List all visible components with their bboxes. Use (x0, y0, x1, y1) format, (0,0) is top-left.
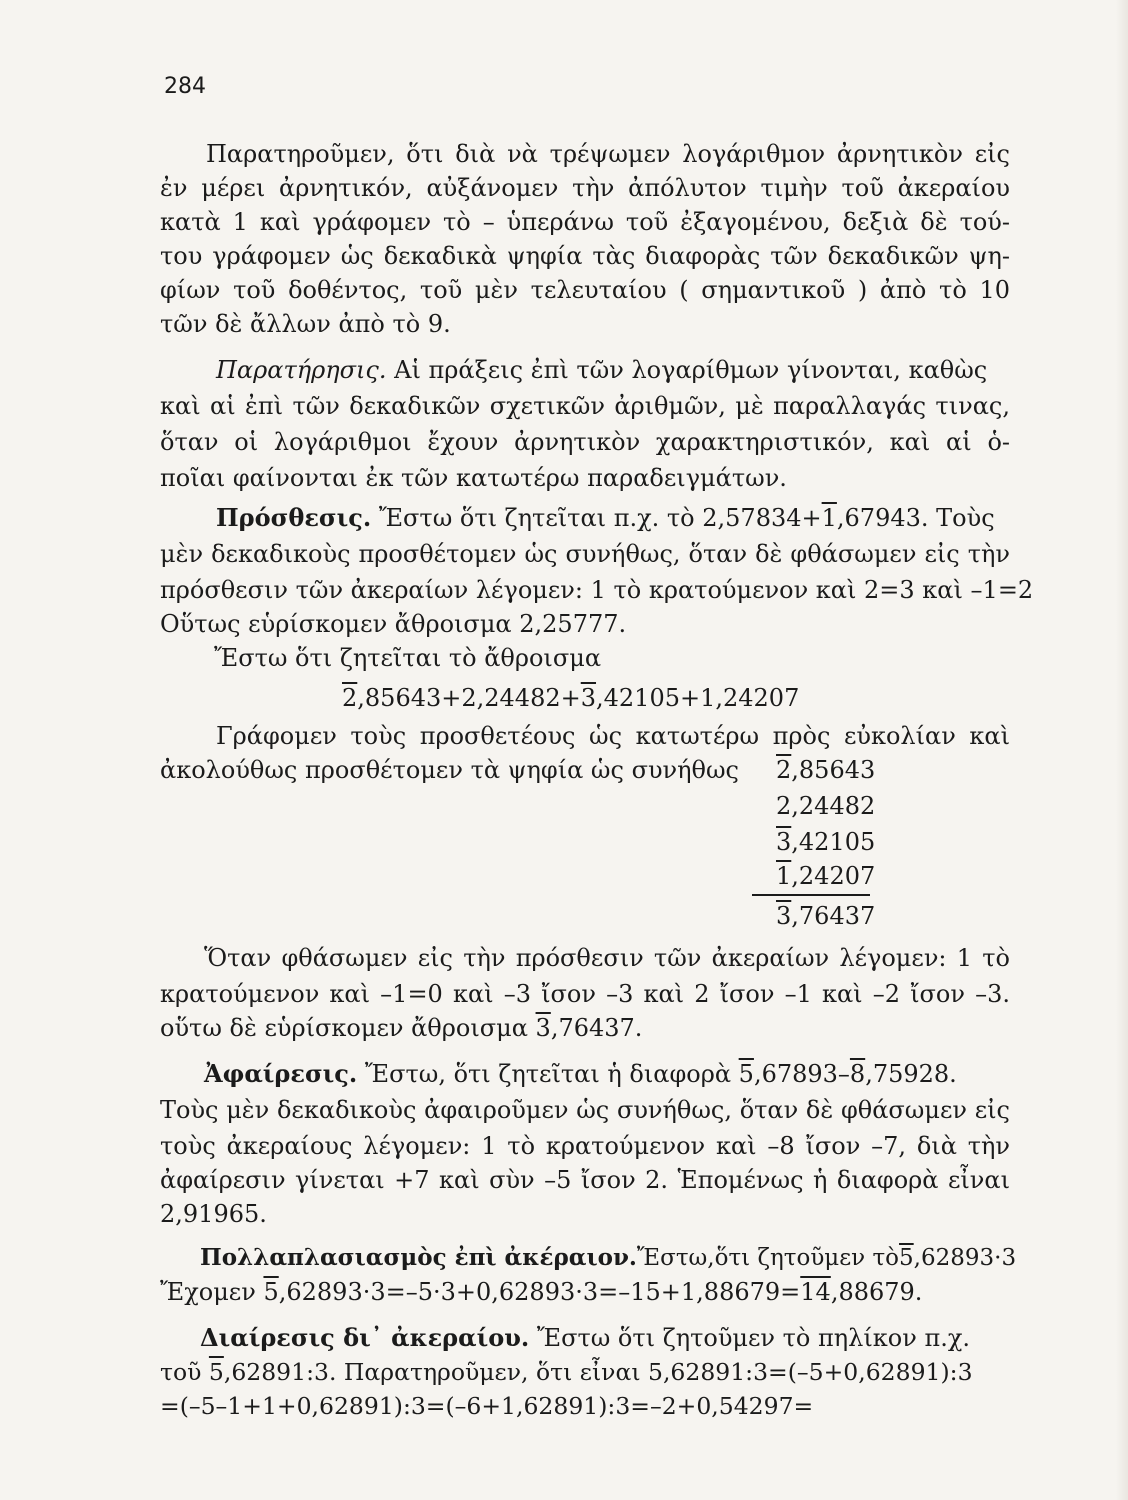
column-value: ,85643 (791, 756, 876, 784)
multiplication-paragraph-line (200, 1240, 1016, 1276)
bar-digit: 2 (342, 684, 358, 712)
addition-paragraph-line (216, 500, 995, 536)
text-span: ,62893·3=–5·3+0,62893·3=–15+1,88679= (278, 1278, 801, 1306)
bar-digit: 2 (776, 756, 792, 784)
text-span: Αἱ πράξεις ἐπὶ τῶν λογαρίθμων γίνονται, καθὼς (394, 356, 988, 384)
multiplication-heading: Πολλαπλασιασμὸς ἐπὶ ἀκέραιον. (200, 1244, 637, 1271)
column-row (776, 824, 875, 860)
text-span: ,67893– (753, 1060, 850, 1088)
bar-digit: 3 (776, 828, 792, 856)
text-line: του γράφομεν ὡς δεκαδικὰ ψηφία τὰς διαφορὰς τῶν δεκαδικῶν ψη- (160, 242, 1010, 270)
subtraction-paragraph-line (204, 1056, 957, 1092)
text-span: Ἔστω, ὅτι ζητεῖται ἡ διαφορὰ (364, 1060, 739, 1088)
text-line: πρόσθεσιν τῶν ἀκεραίων λέγομεν: 1 τὸ κρατούμενον καὶ 2=3 καὶ –1=2 (160, 576, 1034, 604)
text-span: ,76437. (550, 1014, 643, 1042)
text-line: ἀκολούθως προσθέτομεν τὰ ψηφία ὡς συνήθως (160, 756, 739, 784)
text-line: Γράφομεν τοὺς προσθετέους ὡς κατωτέρω πρὸς εὐκολίαν καὶ (216, 722, 1010, 750)
bar-digit: 5 (208, 1358, 224, 1386)
text-span: Ἔστω ὅτι ζητοῦμεν τὸ πηλίκον π.χ. (536, 1324, 971, 1352)
text-span: ,88679. (830, 1278, 923, 1306)
addition-heading: Πρόσθεσις. (216, 503, 372, 532)
sum-term: ,85643+2,24482+ (357, 684, 581, 712)
column-row: 2,24482 (776, 792, 876, 820)
bar-digit: 5 (899, 1245, 914, 1271)
bar-digit: 5 (738, 1060, 754, 1088)
text-line (160, 1274, 922, 1310)
text-span: ,62893·3 (913, 1245, 1017, 1271)
text-span: ,62891:3. Παρατηροῦμεν, ὅτι εἶναι 5,62891:3=(–5+0,62891):3 (223, 1358, 973, 1386)
column-value: ,42105 (791, 828, 876, 856)
text-line: =(–5–1+1+0,62891):3=(–6+1,62891):3=–2+0,54297= (160, 1392, 814, 1420)
text-line (160, 1010, 642, 1046)
text-span: ,67943. Τοὺς (836, 504, 995, 532)
column-result (776, 898, 875, 934)
remark-heading: Παρατήρησις. (216, 356, 387, 384)
page-edge (1116, 0, 1128, 1500)
sum-term: ,42105+1,24207 (596, 684, 800, 712)
text-line: ὅταν οἱ λογάριθμοι ἔχουν ἀρνητικὸν χαρακτηριστικόν, καὶ αἱ ὁ- (160, 428, 1010, 456)
text-line: ποῖαι φαίνονται ἐκ τῶν κατωτέρω παραδειγμάτων. (160, 464, 787, 492)
sum-expression (342, 680, 799, 716)
text-line: Τοὺς μὲν δεκαδικοὺς ἀφαιροῦμεν ὡς συνήθως, ὅταν δὲ φθάσωμεν εἰς (160, 1096, 1010, 1124)
text-span: οὕτω δὲ εὑρίσκομεν ἄθροισμα (160, 1014, 536, 1042)
column-value: ,24207 (791, 862, 876, 890)
text-span: ,75928. (865, 1060, 957, 1088)
sum-rule (752, 894, 870, 896)
text-line: ἐν μέρει ἀρνητικόν, αὐξάνομεν τὴν ἀπόλυτον τιμὴν τοῦ ἀκεραίου (160, 174, 1010, 202)
text-line: κατὰ 1 καὶ γράφομεν τὸ – ὑπεράνω τοῦ ἐξαγομένου, δεξιὰ δὲ τού- (160, 208, 1010, 236)
text-line: φίων τοῦ δοθέντος, τοῦ μὲν τελευταίου ( σημαντικοῦ ) ἀπὸ τὸ 10 (160, 276, 1010, 304)
text-span: Ἔστω,ὅτι ζητοῦμεν τὸ (636, 1245, 900, 1271)
subtraction-heading: Ἀφαίρεσις. (204, 1059, 358, 1088)
bar-digit: 8 (849, 1060, 866, 1088)
text-span: τοῦ (160, 1358, 209, 1386)
bar-digit: 3 (535, 1014, 551, 1042)
column-value: ,76437 (791, 902, 876, 930)
text-line: τοὺς ἀκεραίους λέγομεν: 1 τὸ κρατούμενον καὶ –8 ἴσον –7, διὰ τὴν (160, 1132, 1010, 1160)
bar-digit: 3 (580, 684, 597, 712)
page-number: 284 (164, 74, 206, 99)
bar-digit: 1 (776, 862, 792, 890)
text-line: ἀφαίρεσιν γίνεται +7 καὶ σὺν –5 ἴσον 2. Ἑπομένως ἡ διαφορὰ εἶναι (160, 1166, 1010, 1194)
text-line: Παρατηροῦμεν, ὅτι διὰ νὰ τρέψωμεν λογάριθμον ἀρνητικὸν εἰς (206, 140, 1010, 168)
bar-digit: 3 (776, 902, 792, 930)
text-span: Ἔχομεν (160, 1278, 264, 1306)
bar-digit: 14 (800, 1278, 831, 1306)
column-row (776, 858, 875, 894)
text-line: τῶν δὲ ἄλλων ἀπὸ τὸ 9. (160, 310, 451, 338)
text-line: 2,91965. (160, 1200, 267, 1228)
column-row (776, 752, 875, 788)
division-heading: Διαίρεσις δι᾽ ἀκεραίου. (200, 1323, 530, 1352)
text-line: κρατούμενον καὶ –1=0 καὶ –3 ἴσον –3 καὶ 2 ἴσον –1 καὶ –2 ἴσον –3. (160, 980, 1010, 1008)
bar-digit: 5 (263, 1278, 279, 1306)
bar-digit: 1 (821, 504, 837, 532)
text-span: Ἔστω ὅτι ζητεῖται π.χ. τὸ 2,57834+ (378, 504, 822, 532)
text-line (160, 1354, 973, 1390)
text-line: Ἔστω ὅτι ζητεῖται τὸ ἄθροισμα (214, 644, 602, 672)
remark-paragraph-line (216, 352, 987, 388)
text-line: Ὅταν φθάσωμεν εἰς τὴν πρόσθεσιν τῶν ἀκεραίων λέγομεν: 1 τὸ (204, 944, 1010, 972)
text-line: μὲν δεκαδικοὺς προσθέτομεν ὡς συνήθως, ὅταν δὲ φθάσωμεν εἰς τὴν (160, 540, 1010, 568)
text-line: Οὕτως εὑρίσκομεν ἄθροισμα 2,25777. (160, 610, 627, 638)
text-line: καὶ αἱ ἐπὶ τῶν δεκαδικῶν σχετικῶν ἀριθμῶν, μὲ παραλλαγάς τινας, (160, 392, 1010, 420)
division-paragraph-line (200, 1320, 970, 1356)
